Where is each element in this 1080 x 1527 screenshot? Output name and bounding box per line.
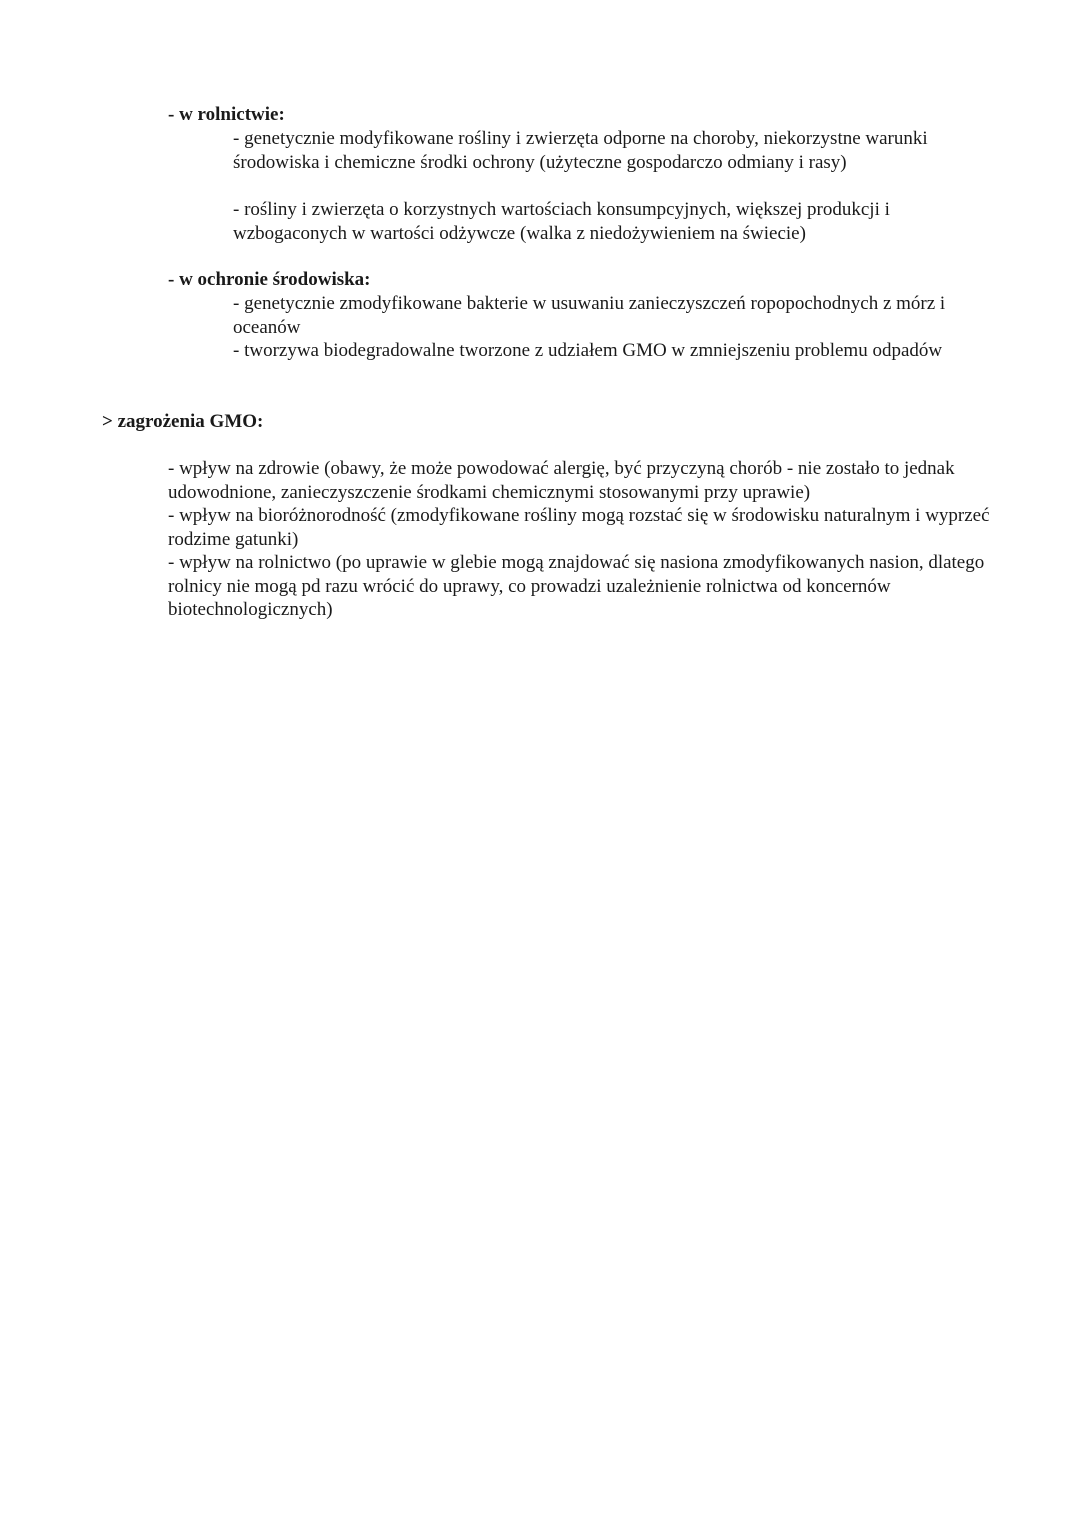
agriculture-item-2: - rośliny i zwierzęta o korzystnych wartościach konsumpcyjnych, większej produkcji i wzbogaconych w wartości odżywcze (walka z niedożywieniem na świecie) bbox=[233, 199, 890, 244]
environment-heading: - w ochronie środowiska: bbox=[168, 269, 371, 290]
environment-item-1: - genetycznie zmodyfikowane bakterie w usuwaniu zanieczyszczeń ropopochodnych z mórz i oceanów bbox=[233, 293, 946, 338]
agriculture-heading: - w rolnictwie: bbox=[168, 104, 285, 125]
threats-heading: > zagrożenia GMO: bbox=[102, 411, 264, 432]
agriculture-item-1: - genetycznie modyfikowane rośliny i zwierzęta odporne na choroby, niekorzystne warunki środowiska i chemiczne środki ochrony (użyteczne gospodarczo odmiany i rasy) bbox=[233, 128, 928, 173]
threat-item-2: - wpływ na bioróżnorodność (zmodyfikowane rośliny mogą rozstać się w środowisku naturalnym i wyprzeć rodzime gatunki) bbox=[168, 505, 990, 550]
threat-item-1: - wpływ na zdrowie (obawy, że może powodować alergię, być przyczyną chorób - nie zostało to jednak udowodnione, zanieczyszczenie środkami chemicznymi stosowanymi przy uprawie) bbox=[168, 458, 955, 503]
threat-item-3: - wpływ na rolnictwo (po uprawie w glebie mogą znajdować się nasiona zmodyfikowanych nasion, dlatego rolnicy nie mogą pd razu wrócić do uprawy, co prowadzi uzależnienie rolnictwa od koncernów biotechnologicznych) bbox=[168, 552, 985, 620]
environment-item-2: - tworzywa biodegradowalne tworzone z udziałem GMO w zmniejszeniu problemu odpadów bbox=[233, 340, 943, 361]
